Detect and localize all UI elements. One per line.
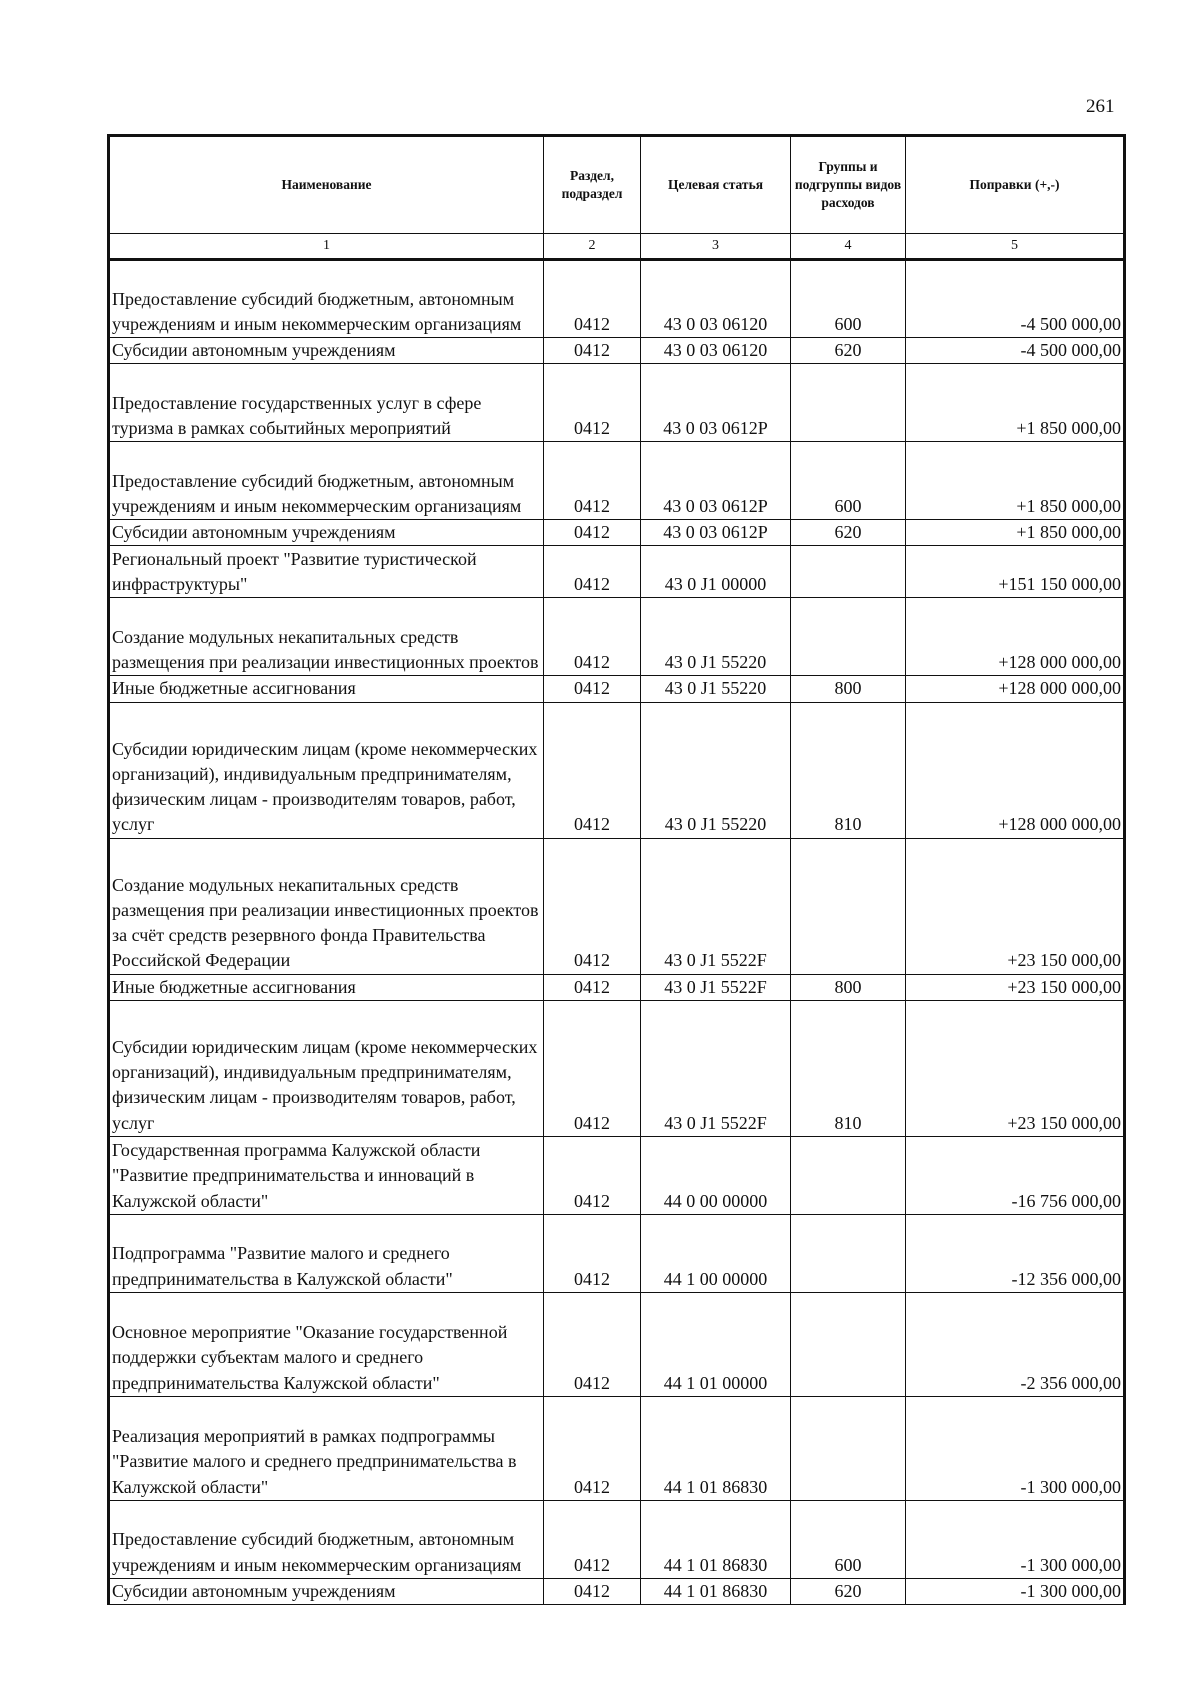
row-section: 0412 [544,442,641,520]
row-name: Субсидии автономным учреждениям [109,1578,544,1604]
row-section: 0412 [544,546,641,598]
header-target-article: Целевая статья [641,136,791,234]
row-expense-group [791,364,906,442]
table-row [109,676,1125,702]
row-target-article: 44 1 00 00000 [641,1214,791,1292]
column-number: 3 [641,234,791,260]
budget-amendments-table [107,134,1126,1605]
row-amount: -2 356 000,00 [906,1292,1125,1396]
header-amendments: Поправки (+,-) [906,136,1125,234]
row-target-article: 43 0 J1 55220 [641,676,791,702]
header-name: Наименование [109,136,544,234]
row-expense-group: 800 [791,676,906,702]
table-row [109,1500,1125,1578]
row-expense-group [791,1136,906,1214]
row-expense-group [791,598,906,676]
row-target-article: 43 0 03 0612P [641,520,791,546]
table-row [109,838,1125,974]
table-row [109,1136,1125,1214]
column-number: 2 [544,234,641,260]
table-row [109,442,1125,520]
table-row [109,364,1125,442]
row-expense-group [791,1292,906,1396]
row-section: 0412 [544,838,641,974]
row-name: Основное мероприятие "Оказание государственной поддержки субъектам малого и среднего предпринимательства Калужской области" [109,1292,544,1396]
row-name: Предоставление субсидий бюджетным, автономным учреждениям и иным некоммерческим организациям [109,442,544,520]
row-name: Субсидии автономным учреждениям [109,520,544,546]
row-section: 0412 [544,598,641,676]
row-amount: +128 000 000,00 [906,702,1125,838]
row-name: Субсидии юридическим лицам (кроме некоммерческих организаций), индивидуальным предпринимателям, физическим лицам - производителям товаров, работ, услуг [109,702,544,838]
table-row [109,1214,1125,1292]
row-target-article: 44 1 01 86830 [641,1578,791,1604]
header-expense-groups: Группы и подгруппы видов расходов [791,136,906,234]
row-expense-group: 620 [791,520,906,546]
row-section: 0412 [544,1000,641,1136]
row-amount: +23 150 000,00 [906,838,1125,974]
row-target-article: 43 0 J1 55220 [641,702,791,838]
row-section: 0412 [544,1214,641,1292]
row-amount: -1 300 000,00 [906,1578,1125,1604]
row-name: Субсидии юридическим лицам (кроме некоммерческих организаций), индивидуальным предпринимателям, физическим лицам - производителям товаров, работ, услуг [109,1000,544,1136]
row-name: Предоставление субсидий бюджетным, автономным учреждениям и иным некоммерческим организациям [109,260,544,338]
row-amount: -4 500 000,00 [906,260,1125,338]
row-section: 0412 [544,676,641,702]
row-target-article: 44 1 01 86830 [641,1500,791,1578]
row-target-article: 43 0 J1 55220 [641,598,791,676]
row-amount: +1 850 000,00 [906,364,1125,442]
row-name: Реализация мероприятий в рамках подпрограммы "Развитие малого и среднего предпринимательства в Калужской области" [109,1396,544,1500]
row-expense-group: 810 [791,1000,906,1136]
row-amount: +23 150 000,00 [906,974,1125,1000]
row-section: 0412 [544,364,641,442]
row-section: 0412 [544,1396,641,1500]
row-name: Создание модульных некапитальных средств размещения при реализации инвестиционных проектов за счёт средств резервного фонда Правительства Российской Федерации [109,838,544,974]
table-row [109,338,1125,364]
row-section: 0412 [544,520,641,546]
column-number: 1 [109,234,544,260]
row-name: Иные бюджетные ассигнования [109,676,544,702]
row-amount: +151 150 000,00 [906,546,1125,598]
column-number: 4 [791,234,906,260]
row-amount: +23 150 000,00 [906,1000,1125,1136]
row-amount: -12 356 000,00 [906,1214,1125,1292]
row-target-article: 43 0 03 06120 [641,260,791,338]
table-row [109,520,1125,546]
row-section: 0412 [544,260,641,338]
row-expense-group: 600 [791,1500,906,1578]
row-section: 0412 [544,338,641,364]
row-target-article: 44 0 00 00000 [641,1136,791,1214]
row-expense-group: 600 [791,260,906,338]
table-row [109,1000,1125,1136]
row-amount: -1 300 000,00 [906,1500,1125,1578]
row-target-article: 43 0 03 0612P [641,442,791,520]
row-amount: -4 500 000,00 [906,338,1125,364]
table-header [109,136,1125,260]
row-name: Субсидии автономным учреждениям [109,338,544,364]
row-expense-group [791,1396,906,1500]
row-amount: -1 300 000,00 [906,1396,1125,1500]
row-section: 0412 [544,974,641,1000]
table-row [109,260,1125,338]
row-target-article: 43 0 J1 5522F [641,838,791,974]
table-body [109,260,1125,1605]
row-amount: +128 000 000,00 [906,676,1125,702]
table-row [109,1292,1125,1396]
row-name: Подпрограмма "Развитие малого и среднего предпринимательства в Калужской области" [109,1214,544,1292]
table-row [109,974,1125,1000]
row-amount: +1 850 000,00 [906,520,1125,546]
table-row [109,1578,1125,1604]
row-target-article: 43 0 J1 5522F [641,974,791,1000]
row-section: 0412 [544,1500,641,1578]
row-target-article: 43 0 J1 00000 [641,546,791,598]
row-name: Создание модульных некапитальных средств размещения при реализации инвестиционных проектов [109,598,544,676]
row-name: Региональный проект "Развитие туристической инфраструктуры" [109,546,544,598]
row-expense-group: 620 [791,1578,906,1604]
row-section: 0412 [544,1292,641,1396]
column-number: 5 [906,234,1125,260]
row-expense-group: 600 [791,442,906,520]
row-expense-group: 620 [791,338,906,364]
table-row [109,702,1125,838]
row-section: 0412 [544,1578,641,1604]
row-amount: +1 850 000,00 [906,442,1125,520]
row-target-article: 44 1 01 86830 [641,1396,791,1500]
row-section: 0412 [544,1136,641,1214]
table-row [109,598,1125,676]
row-amount: +128 000 000,00 [906,598,1125,676]
row-expense-group [791,1214,906,1292]
row-expense-group: 800 [791,974,906,1000]
row-target-article: 43 0 03 06120 [641,338,791,364]
row-expense-group [791,838,906,974]
row-name: Предоставление субсидий бюджетным, автономным учреждениям и иным некоммерческим организациям [109,1500,544,1578]
row-expense-group: 810 [791,702,906,838]
table-row [109,1396,1125,1500]
row-expense-group [791,546,906,598]
page-number: 261 [1086,96,1115,117]
table-row [109,546,1125,598]
row-section: 0412 [544,702,641,838]
row-target-article: 43 0 03 0612P [641,364,791,442]
row-name: Предоставление государственных услуг в сфере туризма в рамках событийных мероприятий [109,364,544,442]
row-target-article: 43 0 J1 5522F [641,1000,791,1136]
row-name: Государственная программа Калужской области "Развитие предпринимательства и инноваций в Калужской области" [109,1136,544,1214]
row-name: Иные бюджетные ассигнования [109,974,544,1000]
row-target-article: 44 1 01 00000 [641,1292,791,1396]
header-section: Раздел, подраздел [544,136,641,234]
row-amount: -16 756 000,00 [906,1136,1125,1214]
